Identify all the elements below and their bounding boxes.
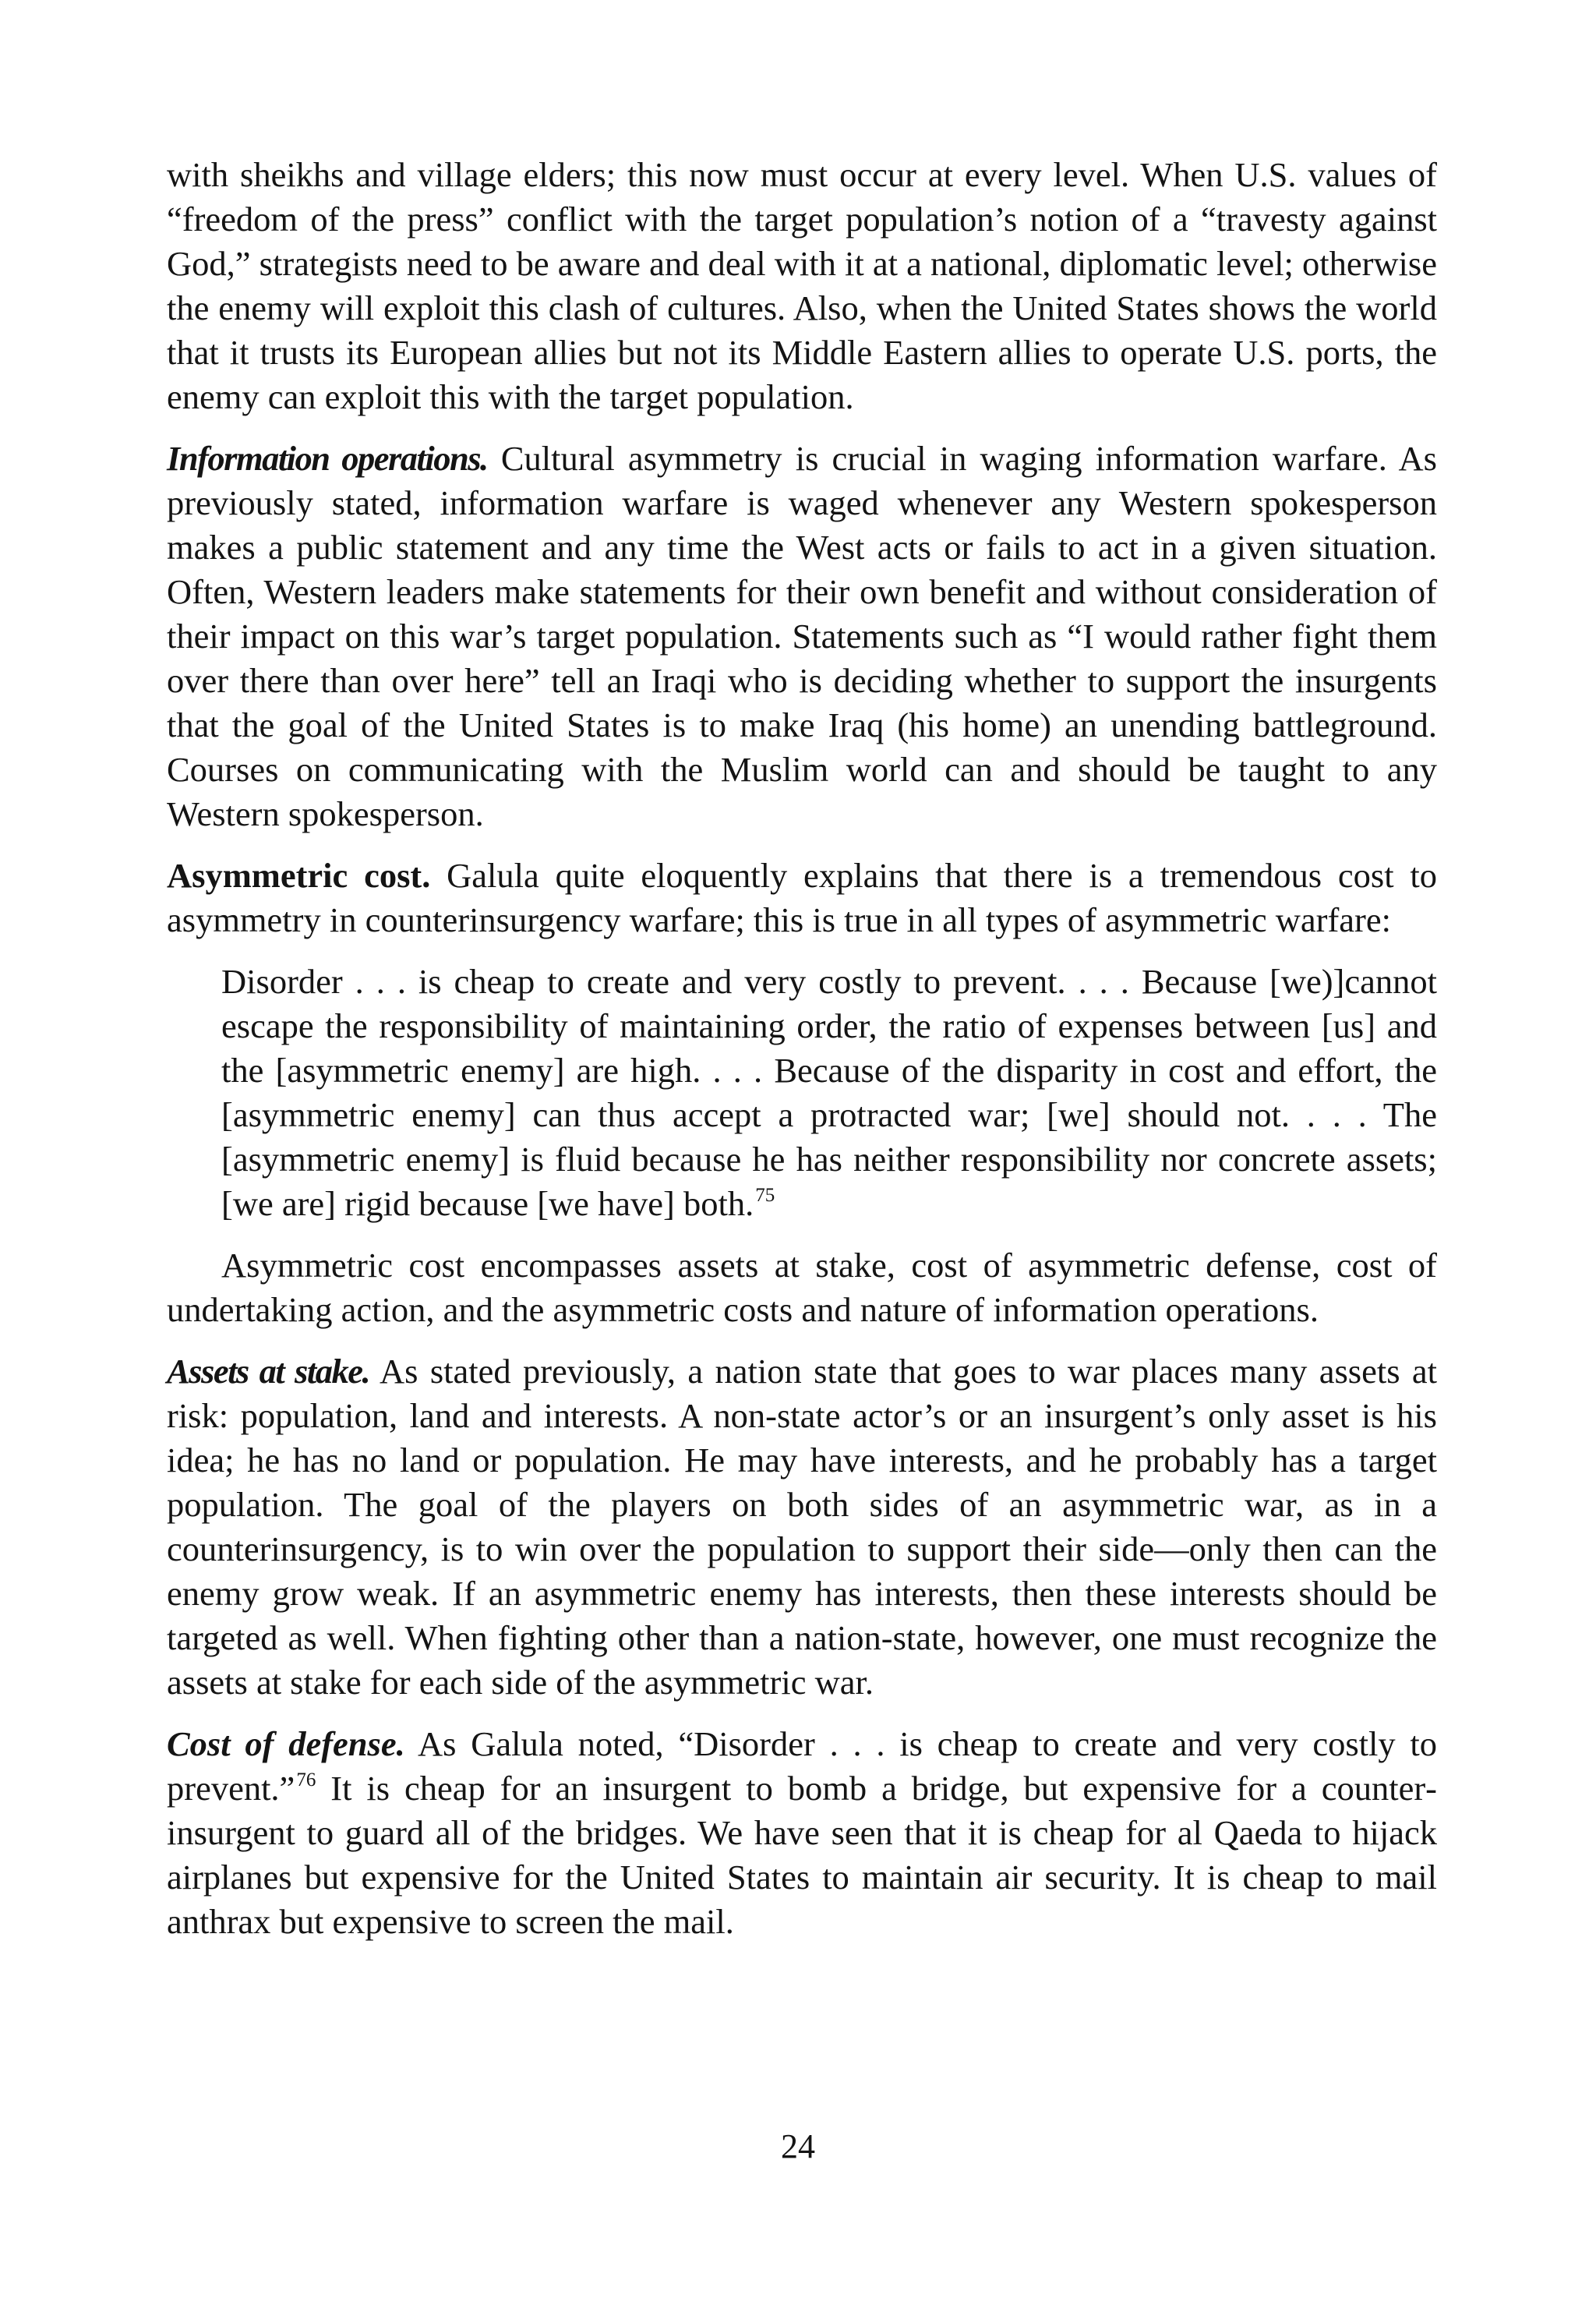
paragraph-asymmetric-cost-summary (167, 1243, 1437, 1332)
page-number: 24 (781, 2127, 815, 2165)
paragraph-text: Galula quite eloquently explains that there is a tremendous cost to asymmetry in counterinsurgency warfare; this is true in all types of asymmetric warfare: (167, 856, 1437, 939)
run-in-heading-assets-at-stake: Assets at stake. (167, 1352, 370, 1391)
run-in-heading-information-operations: Information operations. (167, 439, 488, 478)
footnote-marker-75: 75 (755, 1185, 775, 1206)
paragraph-text: Asymmetric cost encompasses assets at stake, cost of asymmetric defense, cost of undertaking action, and the asymmetric costs and nature of information operations. (167, 1246, 1437, 1329)
page-body (167, 153, 1437, 1961)
paragraph-text: with sheikhs and village elders; this now must occur at every level. When U.S. values of “freedom of the press” conflict with the target population’s notion of a “travesty against God,” strategists need to be aware and deal with it at a national, diplomatic level; otherwise the enemy will exploit this clash of cultures. Also, when the United States shows the world that it trusts its European allies but not its Middle Eastern allies to operate U.S. ports, the enemy can exploit this with the target population. (167, 155, 1437, 416)
run-in-heading-cost-of-defense: Cost of defense. (167, 1724, 405, 1763)
quote-text: Disorder . . . is cheap to create and very costly to prevent. . . . Because [we)]cannot escape the responsibility of maintaining order, the ratio of expenses between [us] and the [asymmetric enemy] are high. . . . Because of the disparity in cost and effort, the [asymmetric enemy] can thus accept a protracted war; [we] should not. . . . The [asymmetric enemy] is fluid because he has neither responsibility nor concrete assets; [we are] rigid because [we have] both. (221, 962, 1437, 1223)
paragraph-information-operations (167, 437, 1437, 836)
block-quote-galula (221, 960, 1437, 1226)
paragraph-text: As Galula noted, “Disorder . . . is cheap to create and very costly to prevent.” (167, 1724, 1437, 1808)
paragraph-text-continued: It is cheap for an insurgent to bomb a bridge, but expensive for a counterinsurgent to guard all of the bridges. We have seen that it is cheap for al Qaeda to hijack airplanes but expensive for the United States to maintain air security. It is cheap to mail anthrax but expensive to screen the mail. (167, 1769, 1437, 1941)
paragraph-text: Cultural asymmetry is crucial in waging information warfare. As previously stated, information warfare is waged whenever any Western spokesperson makes a public statement and any time the West acts or fails to act in a given situation. Often, Western leaders make statements for their own benefit and without consideration of their impact on this war’s target population. Statements such as “I would rather fight them over there than over here” tell an Iraqi who is deciding whether to support the insurgents that the goal of the United States is to make Iraq (his home) an unending battleground. Courses on communicating with the Muslim world can and should be taught to any Western spokesperson. (167, 439, 1438, 833)
paragraph-assets-at-stake (167, 1349, 1437, 1705)
paragraph-text: As stated previously, a nation state that goes to war places many assets at risk: population, land and interests. A non-state actor’s or an insurgent’s only asset is his idea; he has no land or population. He may have interests, and he probably has a target population. The goal of the players on both sides of an asymmetric war, as in a counterinsurgency, is to win over the population to support their side—only then can the enemy grow weak. If an asymmetric enemy has interests, then these interests should be targeted as well. When fighting other than a nation-state, however, one must recognize the assets at stake for each side of the asymmetric war. (167, 1352, 1438, 1702)
run-in-heading-asymmetric-cost: Asymmetric cost. (167, 856, 431, 895)
paragraph-asymmetric-cost (167, 854, 1437, 942)
paragraph-cost-of-defense (167, 1722, 1437, 1944)
paragraph-cultural-continuation (167, 153, 1437, 419)
footnote-marker-76: 76 (296, 1769, 316, 1791)
